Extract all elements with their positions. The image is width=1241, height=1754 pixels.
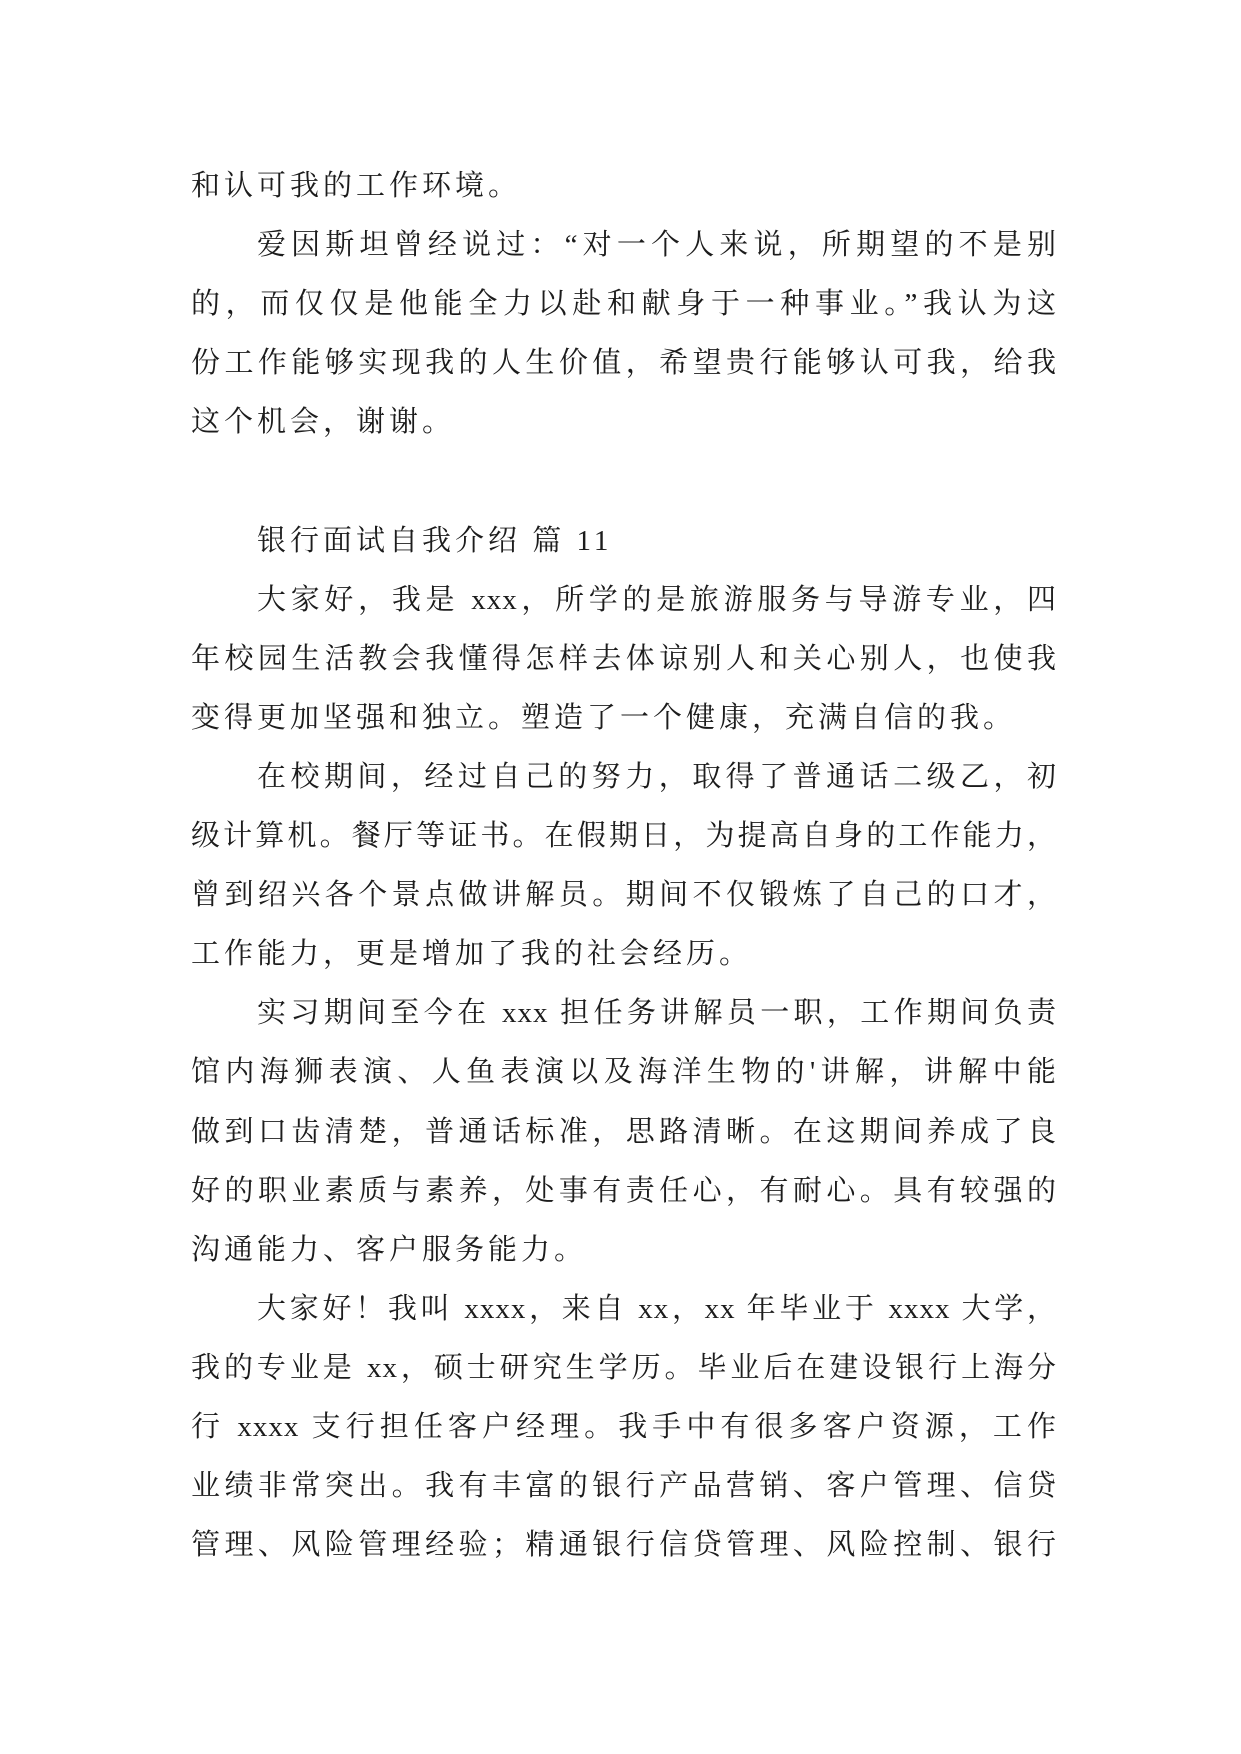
text-line: 年校园生活教会我懂得怎样去体谅别人和关心别人，也使我: [191, 642, 1057, 675]
text-line: 工作能力，更是增加了我的社会经历。: [191, 938, 753, 971]
text-line: 在校期间，经过自己的努力，取得了普通话二级乙，初: [257, 760, 1057, 793]
section-heading-text: 银行面试自我介绍 篇 11: [257, 524, 613, 557]
paragraph-certificates: [191, 748, 1057, 984]
text-line: 行 xxxx 支行担任客户经理。我手中有很多客户资源，工作: [191, 1410, 1057, 1443]
text-line: 爱因斯坦曾经说过：“对一个人来说，所期望的不是别: [257, 229, 1057, 262]
text-line: 沟通能力、客户服务能力。: [191, 1233, 588, 1266]
section-heading: [191, 512, 1057, 571]
document-body: [191, 157, 1057, 1575]
paragraph-intro: [191, 571, 1057, 748]
text-line: 实习期间至今在 xxx 担任务讲解员一职，工作期间负责: [257, 997, 1057, 1030]
paragraph-bank-experience: [191, 1280, 1057, 1575]
text-line: 级计算机。餐厅等证书。在假期日，为提高自身的工作能力，: [191, 820, 1057, 853]
paragraph-einstein-quote: [191, 216, 1057, 452]
text-line: 大家好！我叫 xxxx，来自 xx，xx 年毕业于 xxxx 大学，: [257, 1292, 1057, 1325]
text-line: 的，而仅仅是他能全力以赴和献身于一种事业。”我认为这: [191, 288, 1057, 321]
text-line: 业绩非常突出。我有丰富的银行产品营销、客户管理、信贷: [191, 1470, 1057, 1503]
text-line: 大家好，我是 xxx，所学的是旅游服务与导游专业，四: [257, 583, 1057, 616]
text-line: 馆内海狮表演、人鱼表演以及海洋生物的'讲解，讲解中能: [191, 1056, 1057, 1089]
text-line: 曾到绍兴各个景点做讲解员。期间不仅锻炼了自己的口才，: [191, 879, 1057, 912]
text-line: 我的专业是 xx，硕士研究生学历。毕业后在建设银行上海分: [191, 1351, 1057, 1384]
text-line: 好的职业素质与素养，处事有责任心，有耐心。具有较强的: [191, 1174, 1057, 1207]
text-line: 管理、风险管理经验；精通银行信贷管理、风险控制、银行: [191, 1529, 1057, 1562]
text-line: 份工作能够实现我的人生价值，希望贵行能够认可我，给我: [191, 347, 1057, 380]
paragraph-internship: [191, 984, 1057, 1279]
text-line: 和认可我的工作环境。: [191, 170, 522, 202]
paragraph-closing: [191, 157, 1057, 216]
text-line: 变得更加坚强和独立。塑造了一个健康，充满自信的我。: [191, 701, 1017, 734]
text-line: 做到口齿清楚，普通话标准，思路清晰。在这期间养成了良: [191, 1115, 1057, 1148]
text-line: 这个机会，谢谢。: [191, 406, 456, 439]
